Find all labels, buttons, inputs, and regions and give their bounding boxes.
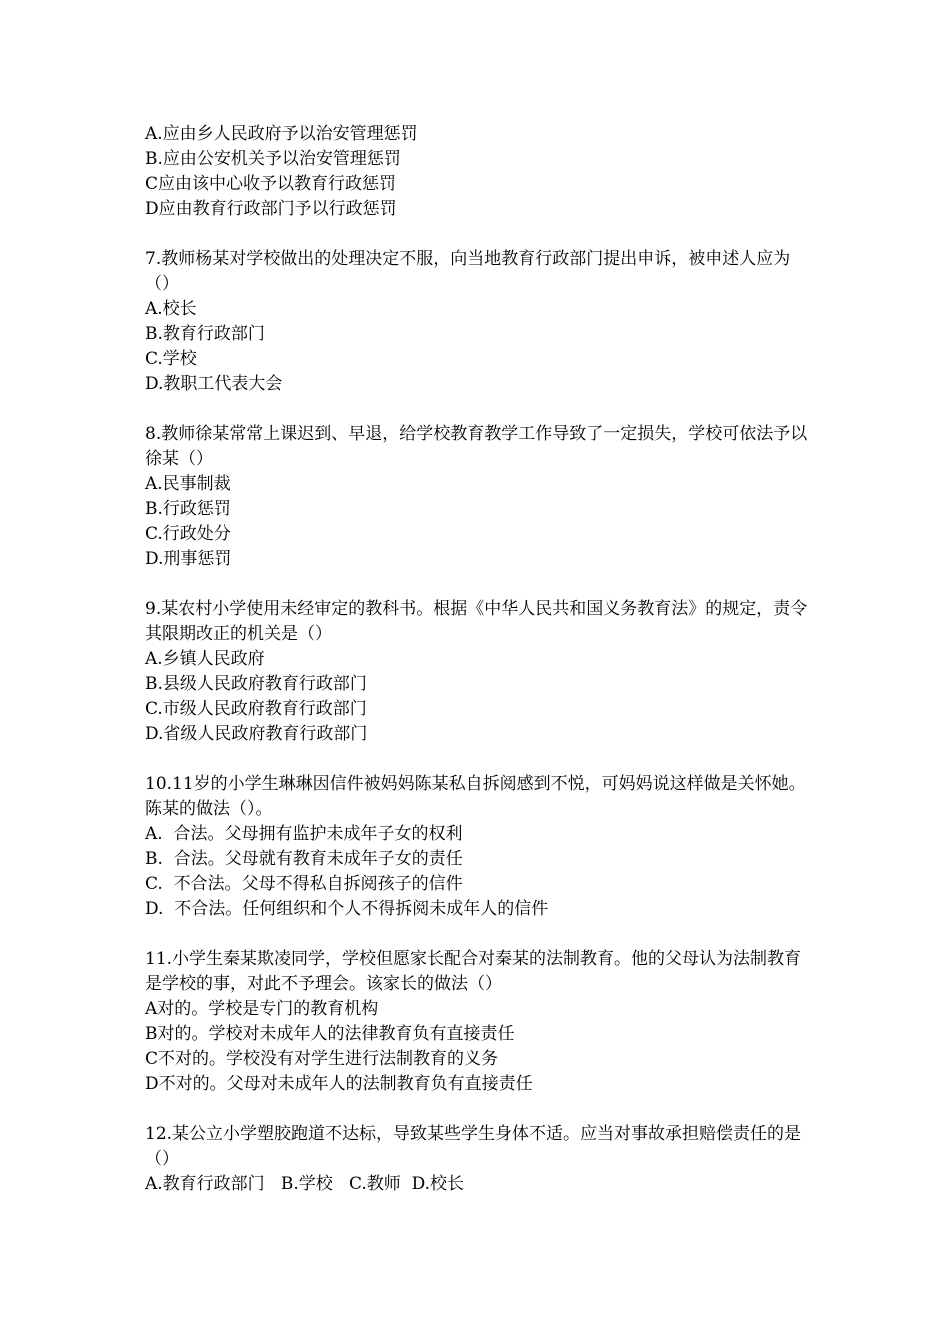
option-10-d: D. 不合法。任何组织和个人不得拆阅未成年人的信件	[145, 899, 549, 919]
option-7-b: B.教育行政部门	[145, 324, 265, 344]
option-6-c: C应由该中心收予以教育行政惩罚	[145, 174, 397, 194]
question-9-stem: 9.某农村小学使用未经审定的教科书。根据《中华人民共和国义务教育法》的规定，责令其限期改正的机关是（）	[145, 599, 808, 644]
question-11	[145, 947, 810, 1097]
option-11-b: B对的。学校对未成年人的法律教育负有直接责任	[145, 1024, 515, 1044]
option-6-a: A.应由乡人民政府予以治安管理惩罚	[145, 124, 418, 144]
question-7-stem: 7.教师杨某对学校做出的处理决定不服，向当地教育行政部门提出申诉，被申述人应为（）	[145, 249, 791, 294]
option-11-c: C不对的。学校没有对学生进行法制教育的义务	[145, 1049, 499, 1069]
option-7-d: D.教职工代表大会	[145, 374, 283, 394]
question-7	[145, 247, 810, 397]
option-7-c: C.学校	[145, 349, 197, 369]
question-10	[145, 772, 810, 922]
option-8-d: D.刑事惩罚	[145, 549, 232, 569]
option-8-b: B.行政惩罚	[145, 499, 231, 519]
question-10-stem: 10.11岁的小学生琳琳因信件被妈妈陈某私自拆阅感到不悦，可妈妈说这样做是关怀她。陈某的做法（）。	[145, 774, 806, 819]
question-list	[145, 122, 810, 1222]
option-10-a: A. 合法。父母拥有监护未成年子女的权利	[145, 824, 463, 844]
option-10-c: C. 不合法。父母不得私自拆阅孩子的信件	[145, 874, 463, 894]
question-12-options: A.教育行政部门 B.学校 C.教师 D.校长	[145, 1174, 465, 1194]
question-8-stem: 8.教师徐某常常上课迟到、早退，给学校教育教学工作导致了一定损失，学校可依法予以徐某（）	[145, 424, 808, 469]
question-12-stem: 12.某公立小学塑胶跑道不达标，导致某些学生身体不适。应当对事故承担赔偿责任的是（）	[145, 1124, 802, 1169]
option-9-a: A.乡镇人民政府	[145, 649, 265, 669]
question-9	[145, 597, 810, 747]
option-9-b: B.县级人民政府教育行政部门	[145, 674, 367, 694]
option-10-b: B. 合法。父母就有教育未成年子女的责任	[145, 849, 463, 869]
option-6-d: D应由教育行政部门予以行政惩罚	[145, 199, 397, 219]
question-12	[145, 1122, 810, 1197]
question-8	[145, 422, 810, 572]
option-8-a: A.民事制裁	[145, 474, 231, 494]
question-11-stem: 11.小学生秦某欺凌同学，学校但愿家长配合对秦某的法制教育。他的父母认为法制教育是学校的事，对此不予理会。该家长的做法（）	[145, 949, 802, 994]
question-6-options	[145, 122, 810, 222]
option-9-c: C.市级人民政府教育行政部门	[145, 699, 367, 719]
option-7-a: A.校长	[145, 299, 197, 319]
option-9-d: D.省级人民政府教育行政部门	[145, 724, 368, 744]
option-11-a: A对的。学校是专门的教育机构	[145, 999, 379, 1019]
option-6-b: B.应由公安机关予以治安管理惩罚	[145, 149, 401, 169]
option-11-d: D不对的。父母对未成年人的法制教育负有直接责任	[145, 1074, 533, 1094]
option-8-c: C.行政处分	[145, 524, 231, 544]
